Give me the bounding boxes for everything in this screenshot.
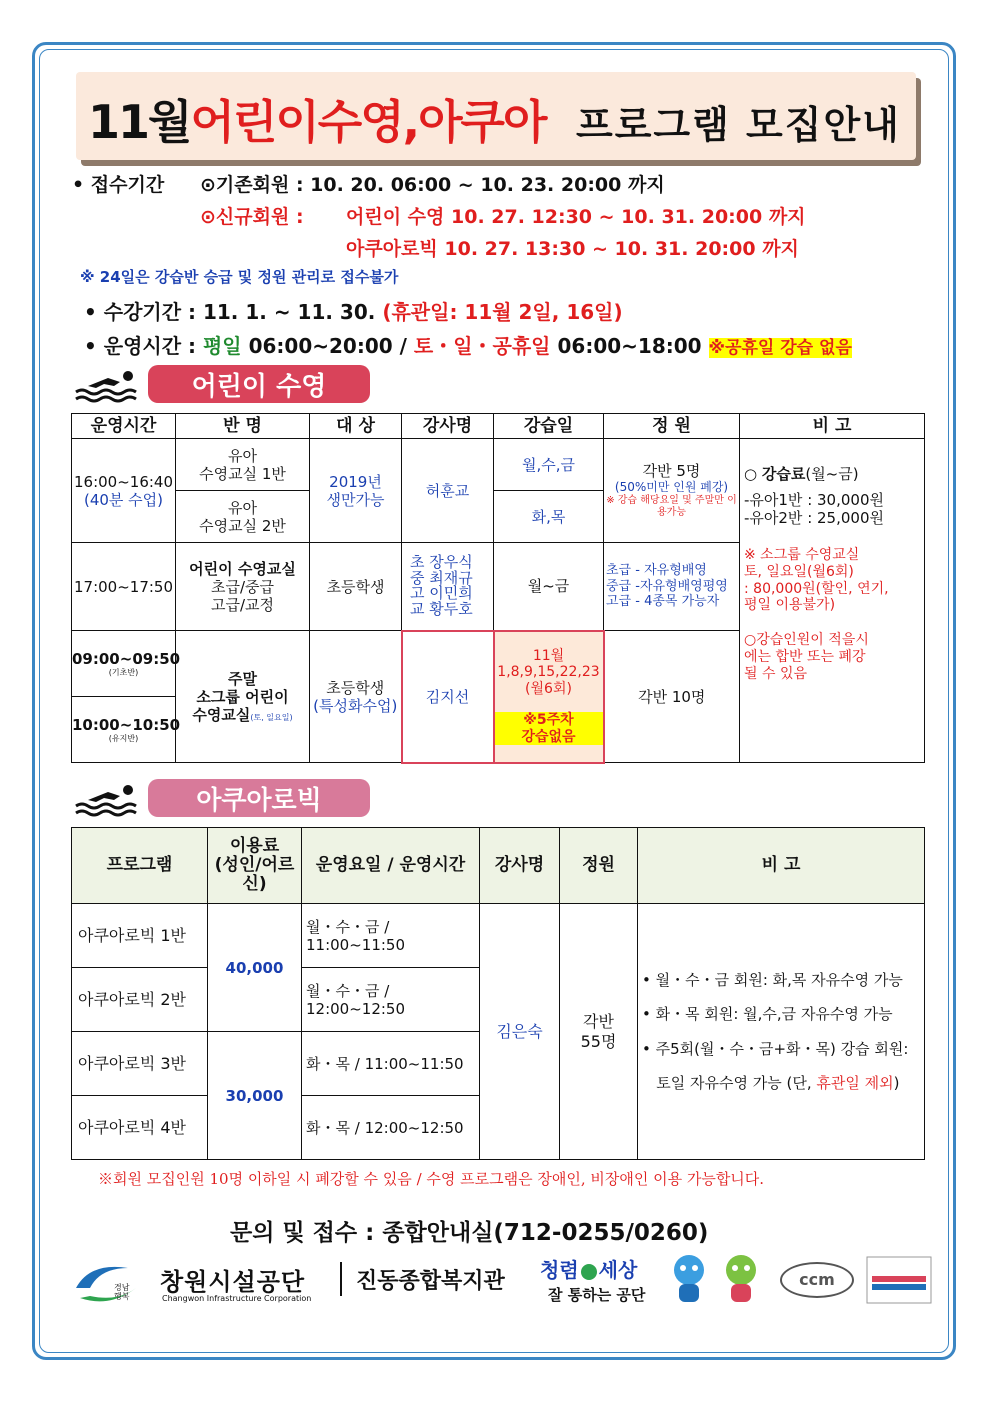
aqua-th-program: 프로그램 xyxy=(72,828,208,904)
kids-th-remark: 비 고 xyxy=(740,414,925,439)
reception-new-label: ⊙신규회원 : xyxy=(200,206,304,228)
reception-note: ※ 24일은 강습반 승급 및 정원 관리로 접수불가 xyxy=(80,268,399,286)
kids-r2-class-cell xyxy=(176,543,310,631)
aqua-capacity: 각반 55명 xyxy=(560,904,638,1160)
kids-r3-class-a: 주말 xyxy=(228,669,257,688)
aqua-remark-cell xyxy=(638,904,925,1160)
slogan-a: 청렴 xyxy=(540,1258,579,1282)
slogan-top xyxy=(540,1254,637,1283)
kids-fee-line: ○ 강습료(월~금) xyxy=(744,465,859,483)
emblem-text: 경남 행복 xyxy=(114,1283,130,1301)
kids-section-title: 어린이 수영 xyxy=(148,365,370,403)
aqua-fee-a: 40,000 xyxy=(208,904,302,1032)
kids-th-teacher: 강사명 xyxy=(402,414,494,439)
kids-r3-class-c-note: (토, 일요일) xyxy=(250,712,293,722)
slogan-c: 잘 통하는 공단 xyxy=(548,1286,646,1304)
kids-r3-target: 초등학생 xyxy=(326,678,385,697)
kids-r1-teacher: 허훈교 xyxy=(402,439,494,543)
title-main xyxy=(88,86,545,152)
kids-r1-class1: 유아 수영교실 1반 xyxy=(176,439,310,491)
kids-merge-note: ○강습인원이 적을시 에는 합반 또는 폐강 될 수 있음 xyxy=(744,632,869,682)
aqua-fee-b: 30,000 xyxy=(208,1032,302,1160)
aqua-th-capacity: 정원 xyxy=(560,828,638,904)
table-row xyxy=(72,904,925,968)
kids-r1-day1: 월,수,금 xyxy=(494,439,604,491)
logo-divider xyxy=(340,1262,342,1296)
kids-r1-time: 16:00~16:40 xyxy=(73,472,174,491)
kids-r3-class-b: 소그룹 어린이 xyxy=(196,687,289,706)
hours-weekend: 토・일・공휴일 xyxy=(413,334,551,358)
kids-th-days: 강습일 xyxy=(494,414,604,439)
kids-fee1: -유아1반 : 30,000원 xyxy=(744,491,884,509)
aqua-th-remark: 비 고 xyxy=(638,828,925,904)
period-line xyxy=(84,296,623,325)
aqua-row1-time: 월・수・금 / 11:00~11:50 xyxy=(302,904,480,968)
kids-r3-class-c: 수영교실 xyxy=(192,705,251,724)
kids-r3-time2-cell xyxy=(72,697,181,763)
kids-r3-target-note: (특성화수업) xyxy=(313,696,398,715)
aqua-note-3: • 주5회(월・수・금+화・목) 강습 회원: xyxy=(642,1039,909,1058)
kids-th-time: 운영시간 xyxy=(72,414,176,439)
contact-info: 문의 및 접수 : 종합안내실(712-0255/0260) xyxy=(230,1220,709,1246)
kids-r2-target: 초등학생 xyxy=(310,543,402,631)
kids-fee-title: 강습료 xyxy=(761,465,806,483)
kids-r3-time2: 10:00~10:50 xyxy=(72,715,181,734)
aqua-th-fee: 이용료 (성인/어르신) xyxy=(208,828,302,904)
kids-r1-target: 2019년 생만가능 xyxy=(310,439,402,543)
kids-r3-day: 11월 1,8,9,15,22,23 (월6회) xyxy=(497,647,600,698)
aqua-note-1: • 월・수・금 회원: 화,목 자유수영 가능 xyxy=(642,970,903,989)
hours-note: ※공휴일 강습 없음 xyxy=(708,338,852,358)
kids-r3-class-cell xyxy=(176,631,310,763)
swimmer-icon xyxy=(74,782,142,818)
swimmer-icon xyxy=(74,368,142,404)
period-holiday: (휴관일: 11월 2일, 16일) xyxy=(382,300,623,324)
kids-r1-class2: 유아 수영교실 2반 xyxy=(176,491,310,543)
title-banner xyxy=(76,72,916,160)
kids-th-class: 반 명 xyxy=(176,414,310,439)
kids-r2-class-levels: 초급/중급 고급/교정 xyxy=(210,577,274,614)
table-row xyxy=(72,439,925,491)
aqua-row3-time: 화・목 / 11:00~11:50 xyxy=(302,1032,480,1096)
kids-th-target: 대 상 xyxy=(310,414,402,439)
kids-th-capacity: 정 원 xyxy=(604,414,740,439)
slogan-b: 세상 xyxy=(598,1258,638,1282)
aqua-section-title: 아쿠아로빅 xyxy=(148,779,370,817)
certification-badge-icon xyxy=(866,1256,932,1304)
kids-r2-capacity: 초급 - 자유형배영 중급 -자유형배영평영 고급 - 4종목 가능자 xyxy=(604,543,740,631)
kids-r3-time1-cell xyxy=(72,631,181,697)
kids-fee-days: (월~금) xyxy=(805,465,859,483)
hours-line xyxy=(84,330,852,359)
kids-r1-capacity-note2: ※ 강습 해당요일 및 주말만 이용가능 xyxy=(606,494,737,518)
slogan-dot-icon xyxy=(581,1264,597,1280)
kids-r1-capacity-note: (50%미만 인원 폐강) xyxy=(614,480,729,495)
org-name-en: Changwon Infrastructure Corporation xyxy=(162,1294,312,1303)
aqua-table xyxy=(71,827,925,1160)
aqua-note-end: ) xyxy=(893,1074,900,1092)
mascot-green-icon xyxy=(720,1252,762,1306)
hours-weekend-time: 06:00~18:00 xyxy=(557,334,702,358)
hours-weekday-time: 06:00~20:00 / xyxy=(248,334,407,358)
kids-r1-capacity: 각반 5명 xyxy=(642,462,701,481)
period-label: • 수강기간 : 11. 1. ~ 11. 30. xyxy=(84,300,376,324)
kids-r3-target-cell xyxy=(310,631,402,763)
kids-r1-day2: 화,목 xyxy=(494,491,604,543)
hours-weekday: 평일 xyxy=(202,334,242,358)
kids-r3-day-cell xyxy=(494,631,604,763)
title-month: 11월 xyxy=(88,95,191,149)
footer-note: ※회원 모집인원 10명 이하일 시 폐강할 수 있음 / 수영 프로그램은 장애인, 비장애인 이용 가능합니다. xyxy=(98,1170,765,1188)
kids-small-group: ※ 소그룹 수영교실 토, 일요일(월6회) : 80,000원(할인, 연기, 평일 이용불가) xyxy=(744,547,889,614)
kids-r1-time-note: (40분 수업) xyxy=(83,490,164,509)
title-highlight: 어린이수영,아쿠아 xyxy=(190,95,546,149)
org-name: 창원시설공단 xyxy=(160,1268,306,1296)
reception-new-aqua: 아쿠아로빅 10. 27. 13:30 ~ 10. 31. 20:00 까지 xyxy=(346,238,799,260)
aqua-header-row xyxy=(72,828,925,904)
aqua-note-4-text: 토일 자유수영 가능 (단, xyxy=(642,1074,812,1092)
aqua-row2-name: 아쿠아로빅 2반 xyxy=(72,968,208,1032)
gyeongnam-emblem-icon xyxy=(70,1258,144,1310)
aqua-row3-name: 아쿠아로빅 3반 xyxy=(72,1032,208,1096)
reception-existing: ⊙기존회원 : 10. 20. 06:00 ~ 10. 23. 20:00 까지 xyxy=(200,174,665,196)
kids-header-row xyxy=(72,414,925,439)
kids-r2-teacher: 초 장우식 중 최재규 고 이민희 교 황두호 xyxy=(402,543,494,631)
ccm-logo: ccm xyxy=(780,1262,854,1298)
reception-label: • 접수기간 xyxy=(72,174,165,196)
aqua-row4-time: 화・목 / 12:00~12:50 xyxy=(302,1096,480,1160)
kids-r3-teacher: 김지선 xyxy=(402,631,494,763)
aqua-th-teacher: 강사명 xyxy=(480,828,560,904)
aqua-row2-time: 월・수・금 / 12:00~12:50 xyxy=(302,968,480,1032)
kids-r3-day-note: ※5주차 강습없음 xyxy=(495,712,603,746)
aqua-note-4 xyxy=(642,1066,924,1101)
aqua-note-2: • 화・목 회원: 월,수,금 자유수영 가능 xyxy=(642,1005,893,1023)
kids-table xyxy=(71,413,925,764)
aqua-th-schedule: 운영요일 / 운영시간 xyxy=(302,828,480,904)
aqua-row4-name: 아쿠아로빅 4반 xyxy=(72,1096,208,1160)
kids-r1-time-cell xyxy=(72,439,176,543)
branch-name: 진동종합복지관 xyxy=(356,1269,505,1294)
kids-r3-time1: 09:00~09:50 xyxy=(72,649,181,668)
kids-remark-cell xyxy=(740,439,925,763)
reception-new-swim: 어린이 수영 10. 27. 12:30 ~ 10. 31. 20:00 까지 xyxy=(346,206,806,228)
aqua-note-red: 휴관일 제외 xyxy=(816,1074,894,1092)
kids-r2-day: 월~금 xyxy=(494,543,604,631)
kids-r2-class-title: 어린이 수영교실 xyxy=(189,559,296,578)
hours-label: • 운영시간 : xyxy=(84,334,196,358)
kids-fee2: -유아2반 : 25,000원 xyxy=(744,509,884,527)
kids-r1-capacity-cell xyxy=(604,439,740,543)
kids-r3-time1-note: (기초반) xyxy=(108,667,139,677)
mascot-blue-icon xyxy=(668,1252,710,1306)
kids-r2-time: 17:00~17:50 xyxy=(72,543,176,631)
title-rest: 프로그램 모집안내 xyxy=(576,103,901,147)
kids-r3-capacity: 각반 10명 xyxy=(604,631,740,763)
kids-r3-time2-note: (유지반) xyxy=(108,733,139,743)
aqua-row1-name: 아쿠아로빅 1반 xyxy=(72,904,208,968)
aqua-teacher: 김은숙 xyxy=(480,904,560,1160)
